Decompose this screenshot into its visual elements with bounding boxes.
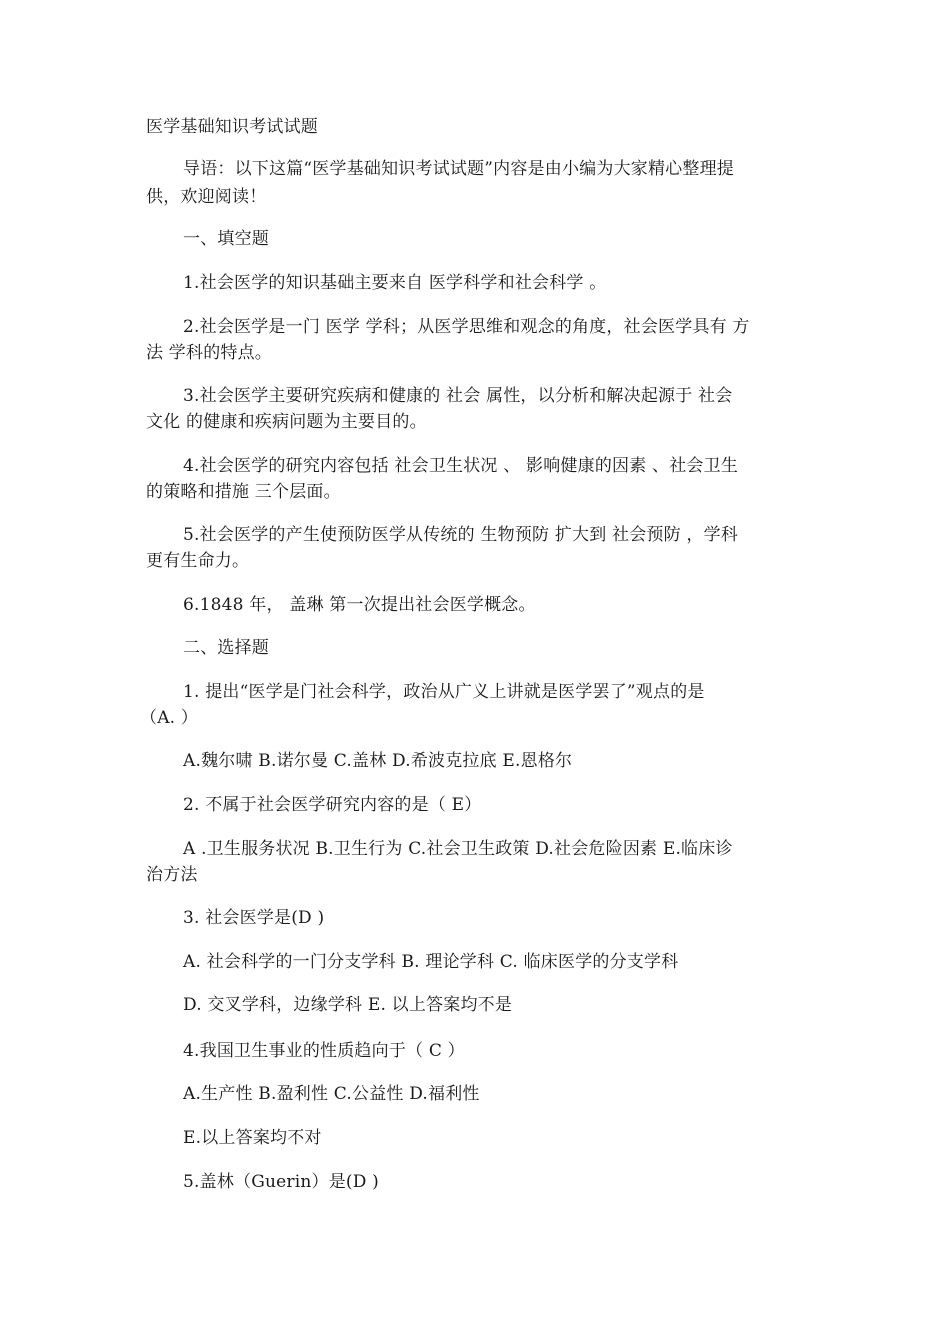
section-heading-fill-blank: 一、填空题 — [183, 229, 269, 249]
choice-question-2-options-line-1: A .卫生服务状况 B.卫生行为 C.社会卫生政策 D.社会危险因素 E.临床诊 — [183, 839, 733, 859]
choice-question-2: 2. 不属于社会医学研究内容的是（ E） — [183, 795, 482, 815]
fill-blank-question-1: 1.社会医学的知识基础主要来自 医学科学和社会科学 。 — [183, 273, 607, 293]
fill-blank-question-2-line-1: 2.社会医学是一门 医学 学科；从医学思维和观念的角度，社会医学具有 方 — [183, 317, 750, 337]
choice-question-1-line-2: （A. ） — [140, 708, 199, 728]
choice-question-5: 5.盖林（Guerin）是(D ) — [183, 1172, 380, 1192]
choice-question-1-line-1: 1. 提出“医学是门社会科学，政治从广义上讲就是医学罢了”观点的是 — [183, 682, 705, 702]
choice-question-4: 4.我国卫生事业的性质趋向于（ C ） — [183, 1041, 465, 1061]
fill-blank-question-5-line-2: 更有生命力。 — [146, 551, 250, 571]
choice-question-3-options-line-2: D. 交叉学科，边缘学科 E. 以上答案均不是 — [183, 995, 513, 1015]
choice-question-2-options-line-2: 治方法 — [146, 865, 198, 885]
choice-question-4-options-line-1: A.生产性 B.盈利性 C.公益性 D.福利性 — [183, 1084, 480, 1104]
fill-blank-question-3-line-1: 3.社会医学主要研究疾病和健康的 社会 属性，以分析和解决起源于 社会 — [183, 386, 733, 406]
intro-line-1: 导语：以下这篇“医学基础知识考试试题”内容是由小编为大家精心整理提 — [183, 159, 734, 179]
fill-blank-question-5-line-1: 5.社会医学的产生使预防医学从传统的 生物预防 扩大到 社会预防 ，学科 — [183, 525, 739, 545]
choice-question-3: 3. 社会医学是(D ) — [183, 908, 325, 928]
fill-blank-question-6: 6.1848 年， 盖琳 第一次提出社会医学概念。 — [183, 595, 536, 615]
fill-blank-question-3-line-2: 文化 的健康和疾病问题为主要目的。 — [146, 412, 427, 432]
choice-question-1-options: A.魏尔啸 B.诺尔曼 C.盖林 D.希波克拉底 E.恩格尔 — [183, 751, 573, 771]
fill-blank-question-4-line-2: 的策略和措施 三个层面。 — [146, 482, 341, 502]
fill-blank-question-4-line-1: 4.社会医学的研究内容包括 社会卫生状况 、 影响健康的因素 、社会卫生 — [183, 456, 739, 476]
section-heading-multiple-choice: 二、选择题 — [183, 638, 269, 658]
fill-blank-question-2-line-2: 法 学科的特点。 — [146, 343, 273, 363]
intro-line-2: 供，欢迎阅读！ — [146, 187, 267, 207]
document-title: 医学基础知识考试试题 — [146, 117, 318, 137]
choice-question-4-options-line-2: E.以上答案均不对 — [183, 1128, 322, 1148]
choice-question-3-options-line-1: A. 社会科学的一门分支学科 B. 理论学科 C. 临床医学的分支学科 — [183, 952, 679, 972]
